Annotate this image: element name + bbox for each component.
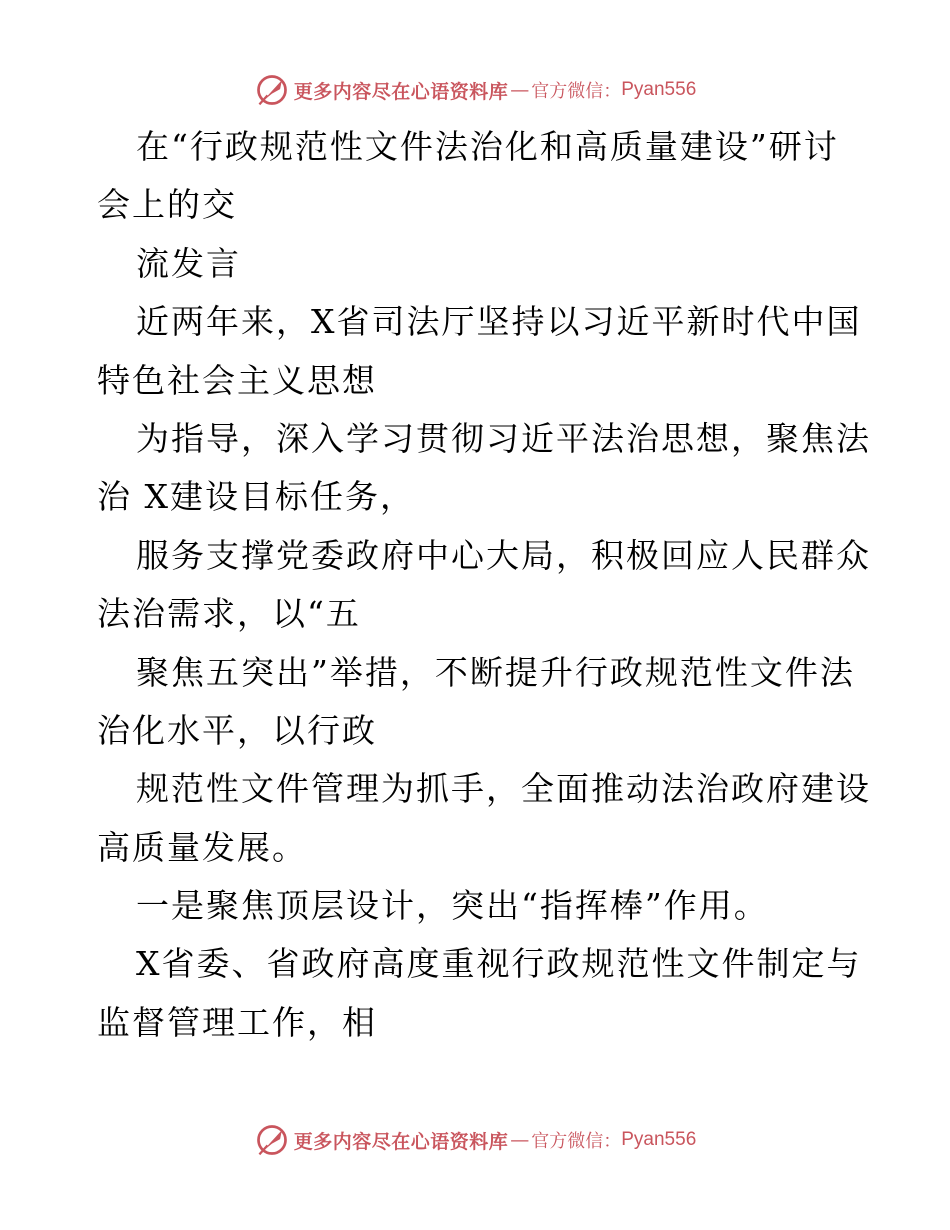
watermark-main-text: 更多内容尽在心语资料库 <box>293 80 509 103</box>
watermark-dash: — <box>510 1129 530 1151</box>
body-line: 治化水平，以行政 <box>97 710 377 750</box>
body-line: 在“行政规范性文件法治化和高质量建设”研讨 <box>136 127 839 166</box>
body-line: 为指导，深入学习贯彻习近平法治思想，聚焦法 <box>136 418 871 458</box>
body-line: 监督管理工作，相 <box>97 1002 377 1042</box>
body-line: 一是聚焦顶层设计，突出“指挥棒”作用。 <box>136 886 769 926</box>
watermark-account: Pyan556 <box>621 79 697 100</box>
watermark-label: 官方微信： <box>531 81 622 102</box>
body-line: 流发言 <box>136 243 241 283</box>
body-line: X省委、省政府高度重视行政规范性文件制定与 <box>136 944 862 984</box>
watermark-account: Pyan556 <box>621 1129 697 1150</box>
body-line: 聚焦五突出”举措，不断提升行政规范性文件法 <box>136 652 855 692</box>
body-line: 近两年来，X省司法厅坚持以习近平新时代中国 <box>136 302 862 342</box>
body-line: 规范性文件管理为抓手，全面推动法治政府建设 <box>136 769 871 809</box>
body-line: 特色社会主义思想 <box>97 360 377 400</box>
body-line: 会上的交 <box>97 185 237 225</box>
watermark-label: 官方微信： <box>531 1131 622 1152</box>
feather-logo-icon <box>254 1122 290 1158</box>
body-line: 法治需求，以“五 <box>97 594 361 634</box>
body-line: 治 X建设目标任务， <box>97 477 415 517</box>
feather-logo-icon <box>254 72 290 108</box>
body-line: 服务支撑党委政府中心大局，积极回应人民群众 <box>136 535 871 575</box>
watermark-dash: — <box>510 79 530 101</box>
footer-watermark <box>0 1120 950 1160</box>
watermark-main-text: 更多内容尽在心语资料库 <box>293 1130 509 1153</box>
document-body <box>97 118 871 1052</box>
header-watermark <box>0 70 950 110</box>
body-line: 高质量发展。 <box>97 827 307 867</box>
